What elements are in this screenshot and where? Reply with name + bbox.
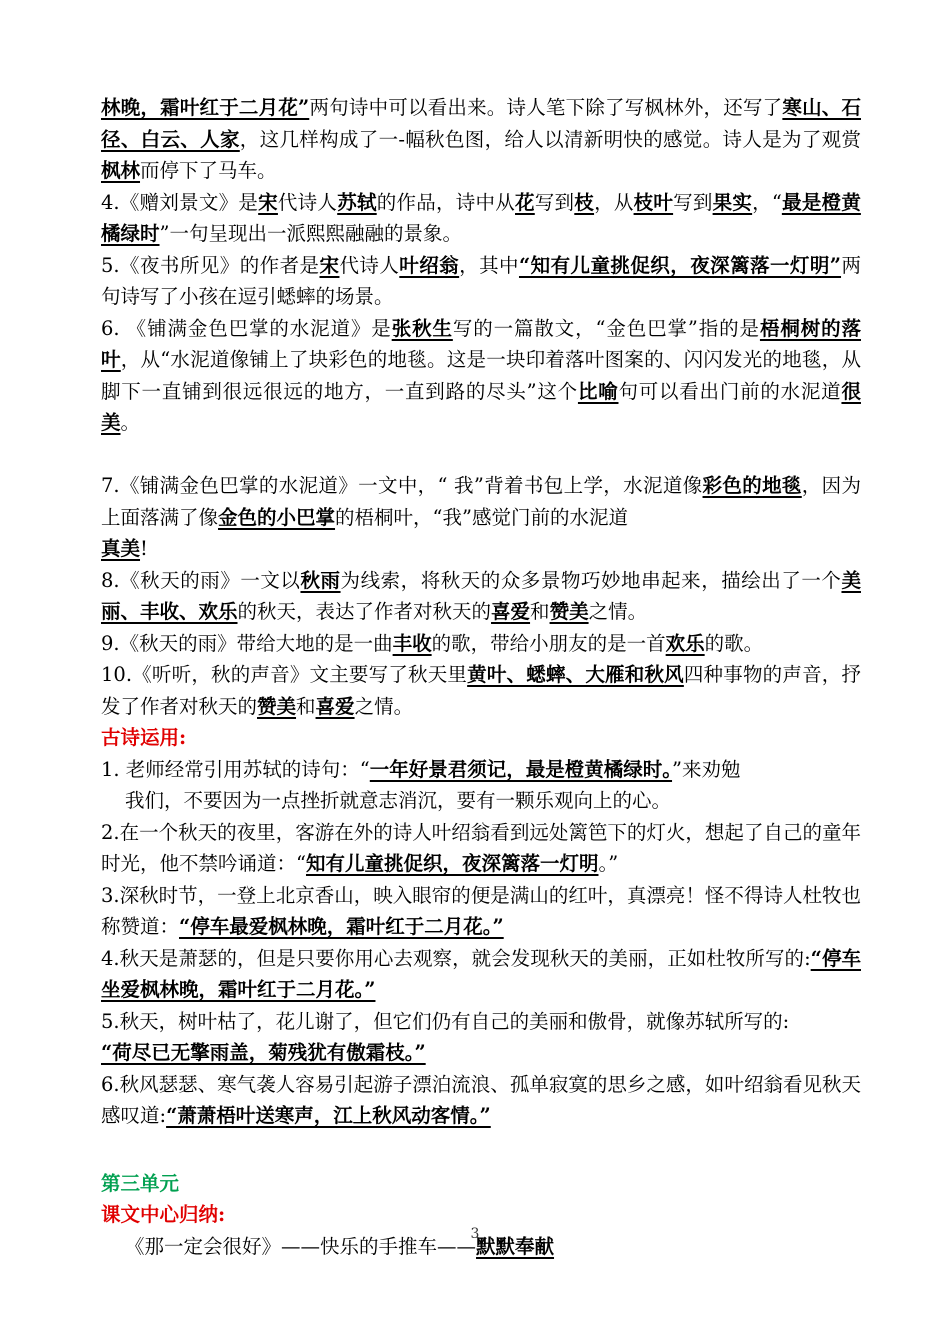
document-page [101, 92, 861, 1262]
question-4 [101, 943, 861, 1006]
text: 之情。 [354, 694, 414, 718]
keyword: 彩色的地毯 [702, 474, 802, 497]
text: ，其中 [459, 253, 519, 277]
text: 两句诗中可以看出来。诗人笔下除了写枫林外，还写了 [309, 96, 783, 119]
keyword: 赞美 [549, 600, 589, 623]
question-5 [101, 1006, 861, 1069]
keyword: 喜爱 [491, 600, 531, 623]
keyword: 枝叶 [633, 190, 674, 214]
section-heading-gushi: 古诗运用: [101, 726, 187, 749]
text: 我们，不要因为一点挫折就意志消沉，要有一颗乐观向上的心。 [125, 789, 672, 812]
keyword: 张秋生 [391, 316, 453, 340]
paragraph-3-continued [101, 92, 861, 187]
paragraph-6 [101, 313, 861, 439]
paragraph-5 [101, 250, 861, 313]
poem-answer: “荷尽已无擎雨盖，菊残犹有傲霜枝。” [101, 1041, 426, 1064]
text: 2.在一个秋天的夜里，客游在外的诗人叶绍翁看到远处篱笆下的灯火，想起了自己的童年时光，他不禁吟诵道：“ [101, 820, 861, 875]
text: 为线索，将秋天的众多景物巧妙地串起来，描绘出了一个 [340, 568, 842, 592]
text: 代诗人 [277, 190, 338, 214]
keyword: 很美 [101, 379, 861, 434]
keyword: 喜爱 [315, 694, 355, 718]
text: 9.《秋天的雨》带给大地的是一曲 [101, 631, 393, 655]
text: 写的一篇散文，“金色巴掌”指的是 [452, 316, 760, 340]
paragraph-4 [101, 187, 861, 250]
text: 5.秋天，树叶枯了，花儿谢了，但它们仍有自己的美丽和傲骨，就像苏轼所写的: [101, 1009, 790, 1033]
keyword: 比喻 [577, 379, 619, 403]
keyword: 美丽、丰收、欢乐 [101, 568, 861, 623]
poem-answer: 一年好景君须记，最是橙黄橘绿时。 [369, 757, 673, 781]
text: 两句诗写了小孩在逗引蟋蟀的场景。 [101, 253, 861, 308]
text: ，“ [752, 190, 782, 214]
text: 句可以看出门前的水泥道 [618, 379, 842, 403]
text: ，这几样构成了一-幅秋色图，给人以清新明快的感觉。诗人是为了观赏 [239, 127, 861, 151]
keyword: 叶绍翁 [399, 253, 460, 277]
keyword: 秋雨 [300, 568, 341, 592]
text: 之情。 [588, 600, 648, 623]
paragraph-8 [101, 565, 861, 628]
page-number: 3 [470, 1226, 480, 1242]
poem-answer: “停车坐爱枫林晚，霜叶红于二月花。” [101, 946, 861, 1001]
text: 8.《秋天的雨》一文以 [101, 568, 301, 592]
keyword: 金色的小巴掌 [218, 505, 336, 529]
text: ，从“水泥道像铺上了块彩色的地毯。这是一块印着落叶图案的、闪闪发光的地毯，从脚下一直铺到很远很远的地方，一直到路的尽头”这个 [101, 348, 861, 403]
paragraph-7 [101, 470, 861, 565]
text: 四种事物的声音，抒发了作者对秋天的 [101, 663, 861, 718]
keyword: 最是橙黄橘绿时 [101, 190, 861, 245]
unit-heading: 第三单元 [101, 1171, 180, 1195]
poem-answer: “停车最爱枫林晚，霜叶红于二月花。” [179, 915, 504, 938]
paragraph-9 [101, 628, 861, 660]
text: 和 [530, 600, 550, 623]
poem-line: 林晚，霜叶红于二月花” [101, 96, 310, 119]
section-heading-center: 课文中心归纳: [101, 1203, 226, 1226]
question-1 [101, 754, 861, 817]
text: 的歌。 [704, 631, 764, 655]
text: 6. 《铺满金色巴掌的水泥道》是 [101, 316, 392, 340]
text: ”来劝勉 [672, 757, 741, 781]
question-3 [101, 880, 861, 943]
question-6 [101, 1069, 861, 1132]
poem-answer: “萧萧梧叶送寒声，江上秋风动客情。” [166, 1104, 491, 1127]
question-2 [101, 817, 861, 880]
keyword: 欢乐 [665, 631, 705, 655]
text: 5.《夜书所见》的作者是 [101, 253, 320, 277]
text: ，因为上面落满了像 [101, 474, 861, 529]
keyword: 枫林 [101, 159, 141, 182]
keyword: 苏轼 [337, 190, 377, 214]
text: 的作品，诗中从 [376, 190, 516, 214]
spacer [101, 1132, 861, 1168]
keyword: 黄叶、蟋蟀、大雁和秋风 [467, 663, 684, 686]
poem-answer: 知有儿童挑促织，夜深篱落一灯明 [305, 852, 599, 875]
keyword: 果实 [712, 190, 753, 214]
text: 3.深秋时节，一登上北京香山，映入眼帘的便是满山的红叶，真漂亮！怪不得诗人杜牧也称赞道： [101, 883, 861, 938]
keyword: 花 [515, 190, 535, 214]
text: ”一句呈现出一派熙熙融融的景象。 [159, 222, 462, 245]
keyword: 宋 [319, 253, 340, 277]
text: 写到 [534, 190, 575, 214]
keyword: 枝 [574, 190, 595, 214]
text: 。” [598, 852, 619, 875]
keyword: 真美 [101, 537, 141, 560]
text: 1. 老师经常引用苏轼的诗句：“ [101, 757, 370, 781]
keyword: 丰收 [392, 631, 432, 655]
keyword: 赞美 [257, 694, 297, 718]
text: 的梧桐叶，“我”感觉门前的水泥道 [335, 505, 628, 529]
text: ! [140, 537, 148, 560]
text: 4.《赠刘景文》是 [101, 190, 259, 214]
keyword: 默默奉献 [476, 1234, 555, 1258]
keyword: “知有儿童挑促织，夜深篱落一灯明” [518, 253, 842, 277]
text: 6.秋风瑟瑟、寒气袭人容易引起游子漂泊流浪、孤单寂寞的思乡之感，如叶绍翁看见秋天感叹道: [101, 1072, 861, 1127]
spacer [101, 439, 861, 471]
text: 4.秋天是萧瑟的，但是只要你用心去观察，就会发现秋天的美丽，正如杜牧所写的: [101, 946, 811, 970]
text: 代诗人 [339, 253, 400, 277]
text: 的歌，带给小朋友的是一首 [431, 631, 666, 655]
paragraph-10 [101, 659, 861, 722]
text: ，从 [594, 190, 634, 214]
keyword: 宋 [258, 190, 278, 214]
keyword: 梧桐树的落叶 [101, 316, 861, 371]
text: 的秋天，表达了作者对秋天的 [237, 600, 492, 623]
text: 写到 [673, 190, 713, 214]
text: 和 [296, 694, 316, 718]
text: 7.《铺满金色巴掌的水泥道》一文中，“ 我”背着书包上学，水泥道像 [101, 474, 703, 497]
text: 。 [120, 411, 141, 434]
keywords: 寒山、石径、白云、人家 [101, 96, 861, 151]
text: 10.《听听，秋的声音》文主要写了秋天里 [101, 663, 468, 686]
text: 而停下了马车。 [140, 159, 277, 182]
text: 《那一定会很好》——快乐的手推车—— [125, 1234, 477, 1258]
